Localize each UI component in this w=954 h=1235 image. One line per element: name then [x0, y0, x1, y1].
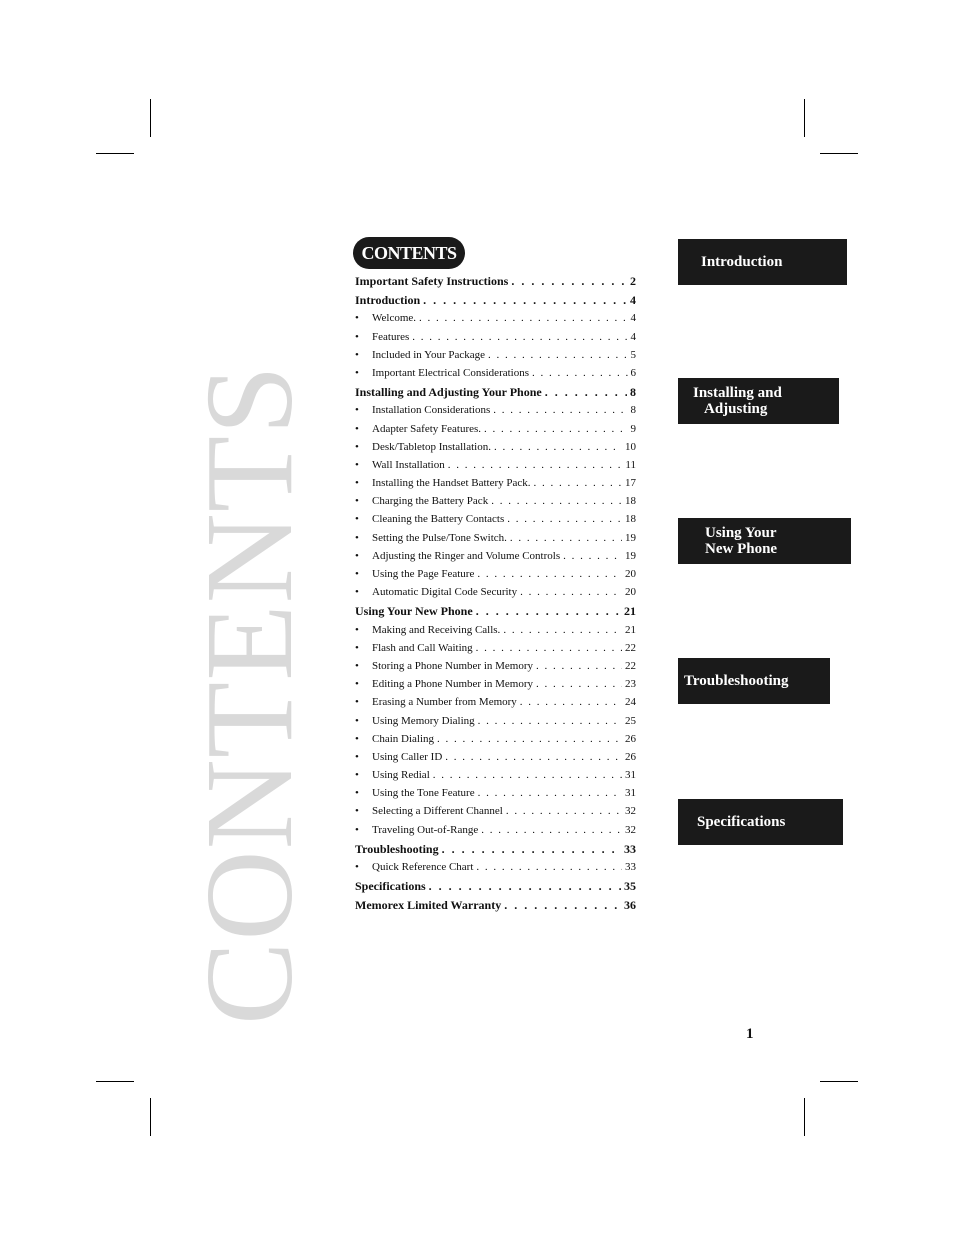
toc-page-number: 19: [625, 531, 636, 544]
dot-leader: [476, 642, 622, 654]
bullet-icon: •: [355, 586, 359, 599]
toc-subentry[interactable]: [355, 642, 636, 660]
toc-subentry[interactable]: [355, 624, 636, 642]
tab-label: Troubleshooting: [684, 673, 789, 689]
dot-leader: [511, 274, 627, 289]
bullet-icon: •: [355, 330, 359, 343]
bullet-icon: •: [355, 823, 359, 836]
dot-leader: [504, 898, 621, 913]
bullet-icon: •: [355, 477, 359, 490]
crop-mark: [96, 153, 134, 154]
dot-leader: [520, 586, 622, 598]
toc-label: Introduction: [355, 293, 421, 308]
toc-label: Important Electrical Considerations: [372, 366, 530, 379]
toc-label: Using Caller ID: [372, 750, 443, 763]
contents-watermark: CONTENTS: [181, 364, 319, 1025]
toc-label: Using Your New Phone: [355, 604, 473, 619]
toc-page-number: 5: [630, 348, 636, 361]
bullet-icon: •: [355, 659, 359, 672]
bullet-icon: •: [355, 805, 359, 818]
dot-leader: [477, 568, 622, 580]
tab-label: Introduction: [701, 254, 783, 270]
crop-mark: [820, 1081, 858, 1082]
toc-subentry[interactable]: [355, 568, 636, 586]
toc-section-entry[interactable]: [355, 293, 636, 312]
dot-leader: [476, 861, 622, 873]
dot-leader: [481, 824, 622, 836]
toc-label: Installing the Handset Battery Pack.: [372, 477, 531, 490]
table-of-contents: [355, 274, 636, 918]
dot-leader: [506, 805, 622, 817]
toc-subentry[interactable]: [355, 495, 636, 513]
crop-mark: [150, 1098, 151, 1136]
crop-mark: [96, 1081, 134, 1082]
toc-label: Editing a Phone Number in Memory: [372, 678, 534, 691]
toc-section-entry[interactable]: [355, 898, 636, 917]
toc-label: Erasing a Number from Memory: [372, 696, 517, 709]
toc-page-number: 11: [625, 458, 636, 471]
toc-label: Traveling Out-of-Range: [372, 823, 479, 836]
dot-leader: [429, 879, 621, 894]
toc-label: Troubleshooting: [355, 841, 439, 856]
bullet-icon: •: [355, 714, 359, 727]
bullet-icon: •: [355, 458, 359, 471]
toc-label: Installing and Adjusting Your Phone: [355, 385, 542, 400]
dot-leader: [433, 769, 622, 781]
dot-leader: [484, 423, 627, 435]
toc-subentry[interactable]: [355, 769, 636, 787]
toc-label: Using Redial: [372, 769, 430, 782]
dot-leader: [494, 441, 622, 453]
dot-leader: [437, 733, 622, 745]
toc-subentry[interactable]: [355, 751, 636, 769]
tab-label-line2: Adjusting: [704, 401, 768, 417]
toc-page-number: 33: [625, 861, 636, 873]
toc-page-number: 35: [624, 879, 636, 894]
dot-leader: [478, 787, 622, 799]
toc-page-number: 31: [625, 769, 636, 782]
toc-page-number: 32: [625, 823, 636, 836]
dot-leader: [419, 312, 627, 324]
toc-page-number: 10: [625, 440, 636, 453]
toc-subentry[interactable]: [355, 513, 636, 531]
toc-subentry[interactable]: [355, 787, 636, 805]
toc-page-number: 31: [625, 787, 636, 800]
toc-page-number: 9: [630, 422, 636, 435]
bullet-icon: •: [355, 366, 359, 379]
dot-leader: [520, 696, 622, 708]
toc-page-number: 24: [625, 696, 636, 709]
bullet-icon: •: [355, 440, 359, 453]
tab-specifications[interactable]: [678, 799, 843, 845]
toc-page-number: 36: [624, 898, 636, 913]
toc-page-number: 4: [630, 293, 636, 308]
bullet-icon: •: [355, 568, 359, 580]
toc-label: Chain Dialing: [372, 732, 435, 745]
tab-installing-and-adjusting[interactable]: [678, 378, 839, 424]
toc-page-number: 19: [625, 549, 636, 562]
toc-page-number: 4: [630, 312, 636, 325]
bullet-icon: •: [355, 787, 359, 800]
toc-subentry[interactable]: [355, 550, 636, 568]
toc-page-number: 23: [625, 678, 636, 691]
toc-label: Adjusting the Ringer and Volume Controls: [372, 549, 561, 562]
toc-page-number: 33: [624, 841, 636, 856]
dot-leader: [507, 513, 622, 525]
tab-label: Using Your: [705, 525, 777, 541]
bullet-icon: •: [355, 422, 359, 435]
toc-subentry[interactable]: [355, 367, 636, 385]
dot-leader: [536, 660, 622, 672]
toc-subentry[interactable]: [355, 312, 636, 330]
page-number: 1: [746, 1026, 754, 1042]
contents-heading: CONTENTS: [353, 237, 465, 269]
crop-mark: [804, 1098, 805, 1136]
bullet-icon: •: [355, 861, 359, 873]
toc-subentry[interactable]: [355, 404, 636, 422]
toc-subentry[interactable]: [355, 660, 636, 678]
toc-page-number: 8: [630, 404, 636, 417]
toc-section-entry[interactable]: [355, 842, 636, 861]
toc-label: Memorex Limited Warranty: [355, 898, 502, 913]
toc-label: Installation Considerations: [372, 404, 491, 417]
dot-leader: [445, 751, 622, 763]
dot-leader: [510, 532, 622, 544]
bullet-icon: •: [355, 404, 359, 417]
toc-page-number: 4: [630, 330, 636, 343]
dot-leader: [532, 367, 627, 379]
bullet-icon: •: [355, 513, 359, 526]
dot-leader: [476, 604, 621, 619]
toc-label: Charging the Battery Pack: [372, 495, 489, 508]
dot-leader: [423, 293, 627, 308]
toc-section-entry[interactable]: [355, 385, 636, 404]
toc-page-number: 32: [625, 805, 636, 818]
toc-label: Selecting a Different Channel: [372, 805, 503, 818]
toc-subentry[interactable]: [355, 678, 636, 696]
toc-label: Specifications: [355, 879, 426, 894]
toc-subentry[interactable]: [355, 824, 636, 842]
toc-page-number: 25: [625, 714, 636, 727]
toc-label: Cleaning the Battery Contacts: [372, 513, 505, 526]
toc-label: Welcome.: [372, 312, 417, 325]
toc-label: Storing a Phone Number in Memory: [372, 659, 534, 672]
dot-leader: [488, 349, 627, 361]
bullet-icon: •: [355, 750, 359, 763]
tab-using-your-new-phone[interactable]: [678, 518, 851, 564]
toc-label: Adapter Safety Features.: [372, 422, 482, 435]
toc-subentry[interactable]: [355, 532, 636, 550]
dot-leader: [536, 678, 622, 690]
toc-page-number: 22: [625, 659, 636, 672]
tab-label: Specifications: [697, 814, 786, 830]
bullet-icon: •: [355, 678, 359, 691]
toc-page-number: 18: [625, 513, 636, 526]
toc-page-number: 17: [625, 477, 636, 490]
tab-troubleshooting[interactable]: [678, 658, 830, 704]
toc-subentry[interactable]: [355, 477, 636, 495]
toc-label: Features: [372, 330, 410, 343]
bullet-icon: •: [355, 312, 359, 325]
toc-label: Making and Receiving Calls.: [372, 623, 501, 636]
crop-mark: [150, 99, 151, 137]
toc-subentry[interactable]: [355, 459, 636, 477]
toc-subentry[interactable]: [355, 586, 636, 604]
bullet-icon: •: [355, 531, 359, 544]
toc-page-number: 21: [625, 623, 636, 636]
dot-leader: [442, 842, 621, 857]
toc-subentry[interactable]: [355, 331, 636, 349]
toc-page-number: 21: [624, 604, 636, 619]
dot-leader: [478, 715, 622, 727]
toc-subentry[interactable]: [355, 349, 636, 367]
dot-leader: [412, 331, 627, 343]
toc-label: Using Memory Dialing: [372, 714, 475, 727]
bullet-icon: •: [355, 641, 359, 654]
tab-introduction[interactable]: [678, 239, 847, 285]
tab-label-line2: New Phone: [705, 541, 778, 557]
toc-label: Flash and Call Waiting: [372, 641, 473, 654]
dot-leader: [534, 477, 622, 489]
tab-label: Installing and: [693, 385, 782, 401]
bullet-icon: •: [355, 769, 359, 782]
crop-mark: [804, 99, 805, 137]
toc-page-number: 26: [625, 732, 636, 745]
toc-label: Wall Installation: [372, 458, 445, 471]
bullet-icon: •: [355, 549, 359, 562]
toc-label: Using the Page Feature: [372, 568, 475, 580]
toc-page-number: 2: [630, 274, 636, 288]
toc-subentry[interactable]: [355, 715, 636, 733]
toc-label: Included in Your Package: [372, 348, 486, 361]
bullet-icon: •: [355, 495, 359, 508]
toc-section-entry[interactable]: [355, 274, 636, 293]
toc-label: Desk/Tabletop Installation.: [372, 440, 491, 453]
toc-subentry[interactable]: [355, 805, 636, 823]
toc-page-number: 8: [630, 385, 636, 400]
toc-section-entry[interactable]: [355, 879, 636, 898]
crop-mark: [820, 153, 858, 154]
toc-label: Important Safety Instructions: [355, 274, 509, 288]
toc-page-number: 18: [625, 495, 636, 508]
toc-label: Using the Tone Feature: [372, 787, 475, 800]
dot-leader: [493, 404, 627, 416]
bullet-icon: •: [355, 696, 359, 709]
bullet-icon: •: [355, 623, 359, 636]
toc-label: Automatic Digital Code Security: [372, 586, 518, 599]
bullet-icon: •: [355, 732, 359, 745]
dot-leader: [563, 550, 622, 562]
bullet-icon: •: [355, 348, 359, 361]
toc-section-entry[interactable]: [355, 604, 636, 623]
toc-page-number: 22: [625, 641, 636, 654]
toc-subentry[interactable]: [355, 861, 636, 879]
toc-subentry[interactable]: [355, 441, 636, 459]
toc-page-number: 20: [625, 568, 636, 580]
toc-page-number: 20: [625, 586, 636, 599]
toc-label: Setting the Pulse/Tone Switch.: [372, 531, 507, 544]
toc-page-number: 6: [630, 366, 636, 379]
toc-subentry[interactable]: [355, 696, 636, 714]
dot-leader: [491, 495, 622, 507]
toc-label: Quick Reference Chart: [372, 861, 474, 873]
toc-subentry[interactable]: [355, 423, 636, 441]
dot-leader: [545, 385, 627, 400]
dot-leader: [503, 624, 622, 636]
toc-page-number: 26: [625, 750, 636, 763]
dot-leader: [448, 459, 623, 471]
toc-subentry[interactable]: [355, 733, 636, 751]
